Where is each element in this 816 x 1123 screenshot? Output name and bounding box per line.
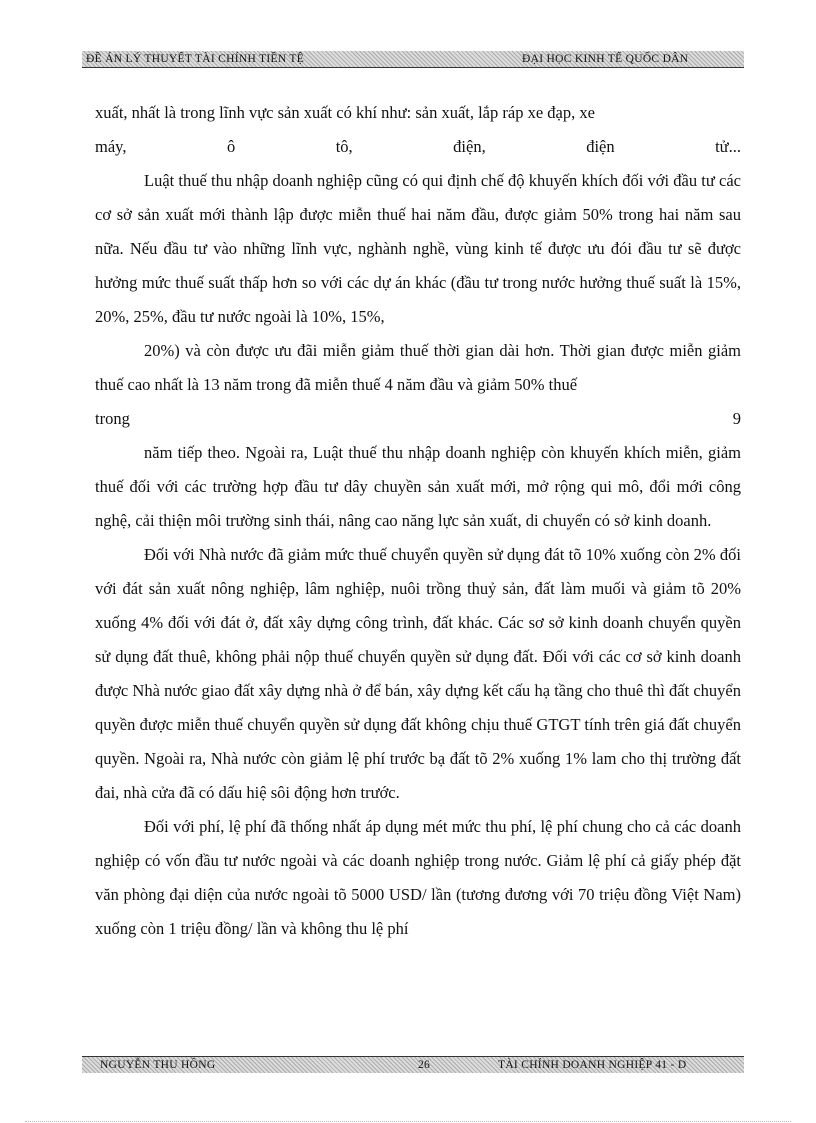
footer-page-number: 26 (418, 1059, 431, 1071)
page-footer (82, 1056, 744, 1073)
paragraph-1-line-2 (95, 130, 741, 164)
footer-author: NGUYỄN THU HỒNG (100, 1059, 216, 1071)
paragraph-1-line-2-text: máy, ô tô, điện, điện tử... (95, 137, 741, 156)
paragraph-4: năm tiếp theo. Ngoài ra, Luật thuế thu nhập doanh nghiệp còn khuyến khích miễn, giảm thuế đối với các trường hợp đầu tư dây chuyền sản xuất mới, mở rộng qui mô, đổi mới công nghệ, cải thiện môi trường sinh thái, nâng cao năng lực sản xuất, di chuyển có sở kinh doanh. (95, 443, 741, 530)
paragraph-3-last-word: trong (95, 409, 130, 428)
paragraph-5: Đối với Nhà nước đã giảm mức thuế chuyển quyền sử dụng đát tõ 10% xuống còn 2% đối với đát sản xuất nông nghiệp, lâm nghiệp, nuôi trồng thuỷ sản, đất làm muối và giảm tõ 20% xuống 4% đối với đát ở, đất xây dựng công trình, đất khác. Các sơ sở kinh doanh chuyển quyền sử dụng đất thuê, không phải nộp thuế chuyển quyền sử dụng đất. Đối với các cơ sở kinh doanh được Nhà nước giao đất xây dựng nhà ở để bán, xây dựng kết cấu hạ tầng cho thuê thì đất chuyển quyền được miễn thuế chuyển quyền sử dụng đất không chịu thuế GTGT tính trên giá đất chuyển quyền. Ngoài ra, Nhà nước còn giảm lệ phí trước bạ đất tõ 2% xuống 1% lam cho thị trường đất đai, nhà cửa đã có dấu hiệ sôi động hơn trước. (95, 545, 741, 802)
paragraph-2: Luật thuế thu nhập doanh nghiệp cũng có qui định chế độ khuyến khích đối với đầu tư các cơ sở sản xuất mới thành lập được miễn thuế hai năm đầu, được giảm 50% trong hai năm sau nữa. Nếu đầu tư vào những lĩnh vực, nghành nghề, vùng kinh tế được ưu đói đầu tư sẽ được hưởng mức thuế suất thấp hơn so với các dự án khác (đầu tư trong nước hưởng thuế suất là 15%, 20%, 25%, đầu tư nước ngoài là 10%, 15%, (95, 171, 741, 326)
paragraph-3: 20%) và còn được ưu đãi miễn giảm thuế thời gian dài hơn. Thời gian được miễn giảm thuế cao nhất là 13 năm trong đã miễn thuế 4 năm đầu và giảm 50% thuế (95, 341, 741, 394)
footer-class: TÀI CHÍNH DOANH NGHIỆP 41 - D (498, 1059, 687, 1071)
paragraph-6: Đối với phí, lệ phí đã thống nhất áp dụng mét mức thu phí, lệ phí chung cho cả các doanh nghiệp có vốn đầu tư nước ngoài và các doanh nghiệp trong nước. Giảm lệ phí cả giấy phép đặt văn phòng đại diện của nước ngoài tõ 5000 USD/ lần (tương đương với 70 triệu đồng Việt Nam) xuống còn 1 triệu đồng/ lần và không thu lệ phí (95, 817, 741, 938)
body-text (95, 96, 741, 946)
header-left-title: ĐỀ ÁN LÝ THUYẾT TÀI CHÍNH TIỀN TỆ (86, 53, 305, 65)
page-bottom-divider (25, 1121, 791, 1122)
paragraph-1-line-1: xuất, nhất là trong lĩnh vực sản xuất có khí như: sản xuất, lắp ráp xe đạp, xe (95, 103, 595, 122)
header-right-title: ĐẠI HỌC KINH TẾ QUỐC DÂN (522, 53, 689, 65)
paragraph-3-last-line (95, 402, 741, 436)
paragraph-3-page-number: 9 (732, 409, 741, 428)
page-header (82, 51, 744, 68)
